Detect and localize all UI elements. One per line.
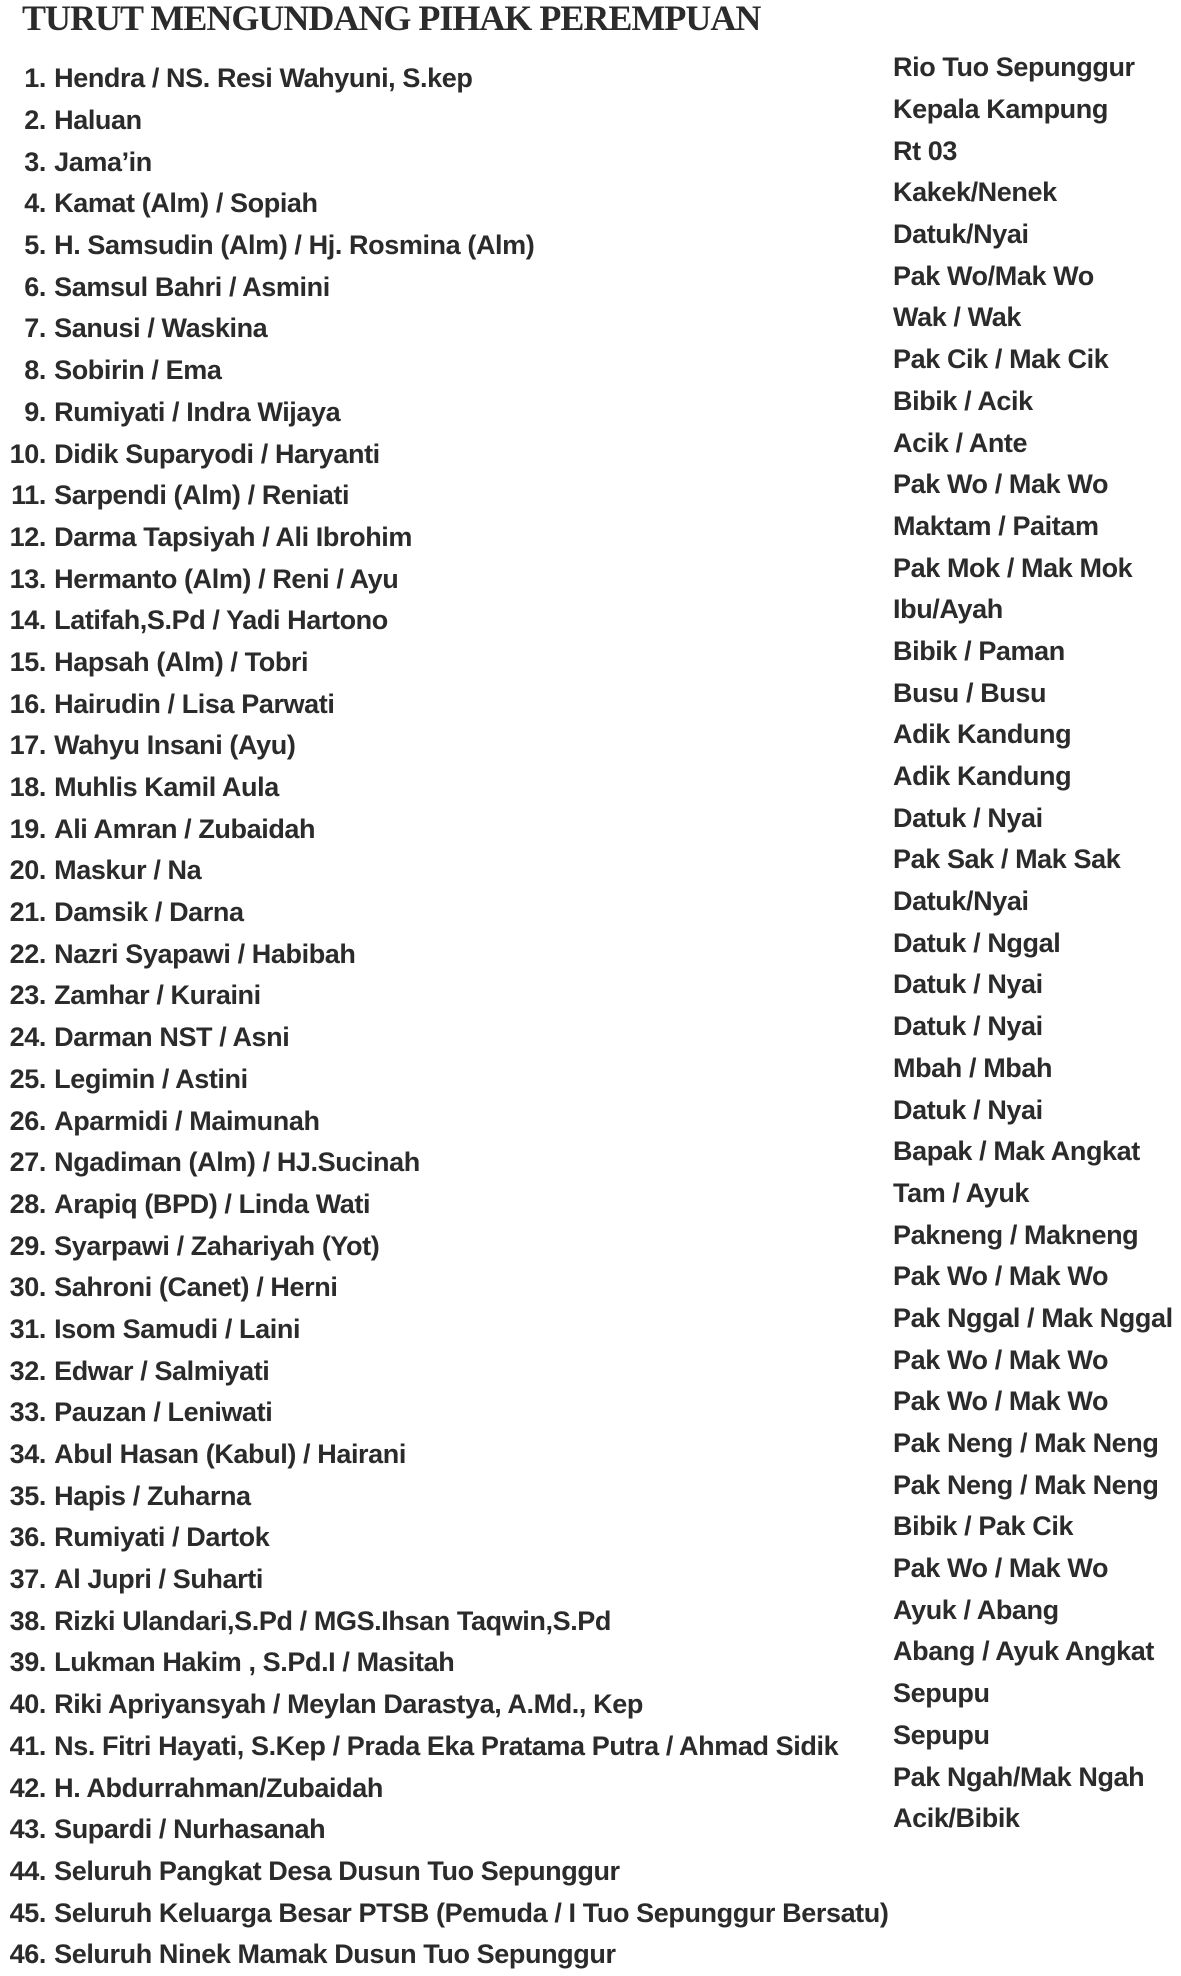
relation-label: Ibu/Ayah bbox=[893, 594, 1003, 625]
relation-label: Datuk / Nyai bbox=[893, 802, 1043, 833]
guest-row bbox=[0, 767, 890, 809]
guest-number: 18. bbox=[9, 772, 46, 803]
guest-number: 32. bbox=[9, 1355, 46, 1386]
guest-number: 14. bbox=[9, 605, 46, 636]
guest-name: Rizki Ulandari,S.Pd / MGS.Ihsan Taqwin,S.Pd bbox=[54, 1605, 612, 1636]
relation-label: Pak Ngah/Mak Ngah bbox=[893, 1761, 1145, 1792]
guest-row bbox=[0, 1726, 890, 1768]
guest-row bbox=[0, 808, 890, 850]
guest-number: 30. bbox=[9, 1272, 46, 1303]
relation-label: Datuk / Nyai bbox=[893, 1094, 1043, 1125]
guest-name: Seluruh Pangkat Desa Dusun Tuo Sepunggur bbox=[54, 1855, 620, 1886]
guest-number: 45. bbox=[9, 1897, 46, 1928]
relation-label: Bibik / Pak Cik bbox=[893, 1511, 1074, 1542]
guest-row bbox=[0, 1017, 890, 1059]
guest-number: 7. bbox=[24, 313, 46, 344]
guest-row bbox=[0, 1851, 890, 1893]
guest-name: Riki Apriyansyah / Meylan Darastya, A.Md., Kep bbox=[54, 1689, 643, 1720]
guest-name: Jama’in bbox=[54, 146, 152, 177]
guest-name: Hendra / NS. Resi Wahyuni, S.kep bbox=[54, 63, 473, 94]
relation-label: Pak Neng / Mak Neng bbox=[893, 1428, 1159, 1459]
relation-label: Bibik / Acik bbox=[893, 385, 1033, 416]
relation-label: Datuk/Nyai bbox=[893, 886, 1029, 917]
relation-label: Adik Kandung bbox=[893, 719, 1072, 750]
relation-label: Wak / Wak bbox=[893, 302, 1021, 333]
relation-label: Rio Tuo Sepunggur bbox=[893, 52, 1135, 83]
guest-number: 11. bbox=[11, 480, 46, 511]
relation-label: Pak Wo / Mak Wo bbox=[893, 1553, 1109, 1584]
guest-row bbox=[0, 600, 890, 642]
guest-number: 9. bbox=[24, 396, 46, 427]
guest-row bbox=[0, 1684, 890, 1726]
guest-name: Pauzan / Leniwati bbox=[54, 1397, 273, 1428]
guest-name: Sarpendi (Alm) / Reniati bbox=[54, 480, 350, 511]
guest-name: Ns. Fitri Hayati, S.Kep / Prada Eka Pratama Putra / Ahmad Sidik bbox=[54, 1730, 839, 1761]
guest-name: Samsul Bahri / Asmini bbox=[54, 271, 330, 302]
guest-number: 42. bbox=[9, 1772, 46, 1803]
guest-name: Lukman Hakim , S.Pd.I / Masitah bbox=[54, 1647, 455, 1678]
guest-name: Abul Hasan (Kabul) / Hairani bbox=[54, 1439, 406, 1470]
relation-label: Datuk/Nyai bbox=[893, 219, 1029, 250]
relation-label: Pak Wo / Mak Wo bbox=[893, 1261, 1109, 1292]
guest-name: Muhlis Kamil Aula bbox=[54, 772, 279, 803]
guest-row bbox=[0, 1559, 890, 1601]
guest-row bbox=[0, 1142, 890, 1184]
guest-number: 43. bbox=[9, 1814, 46, 1845]
relation-label: Maktam / Paitam bbox=[893, 510, 1099, 541]
guest-number: 31. bbox=[9, 1313, 46, 1344]
guest-number: 33. bbox=[9, 1397, 46, 1428]
guest-row bbox=[0, 1642, 890, 1684]
guest-name: Seluruh Ninek Mamak Dusun Tuo Sepunggur bbox=[54, 1939, 616, 1970]
guest-number: 15. bbox=[9, 646, 46, 677]
guest-row bbox=[0, 1267, 890, 1309]
guest-name: H. Samsudin (Alm) / Hj. Rosmina (Alm) bbox=[54, 230, 535, 261]
guest-number: 46. bbox=[9, 1939, 46, 1970]
guest-name: Darman NST / Asni bbox=[54, 1022, 290, 1053]
guest-row bbox=[0, 1934, 890, 1976]
relation-label: Sepupu bbox=[893, 1678, 990, 1709]
guest-number: 13. bbox=[9, 563, 46, 594]
guest-number: 19. bbox=[9, 813, 46, 844]
relation-label: Pak Cik / Mak Cik bbox=[893, 344, 1109, 375]
relation-label: Ayuk / Abang bbox=[893, 1594, 1059, 1625]
guest-row bbox=[0, 558, 890, 600]
guest-number: 38. bbox=[9, 1605, 46, 1636]
guest-name: Legimin / Astini bbox=[54, 1063, 248, 1094]
guest-row bbox=[0, 1184, 890, 1226]
guest-number: 1. bbox=[24, 63, 46, 94]
guest-number: 16. bbox=[9, 688, 46, 719]
guest-number: 17. bbox=[9, 730, 46, 761]
guest-name: Wahyu Insani (Ayu) bbox=[54, 730, 296, 761]
guest-name: Latifah,S.Pd / Yadi Hartono bbox=[54, 605, 388, 636]
page-title: TURUT MENGUNDANG PIHAK PEREMPUAN bbox=[22, 0, 761, 38]
guest-number: 29. bbox=[9, 1230, 46, 1261]
guest-name: Sahroni (Canet) / Herni bbox=[54, 1272, 338, 1303]
guest-row bbox=[0, 1100, 890, 1142]
guest-row bbox=[0, 1225, 890, 1267]
guest-number: 44. bbox=[9, 1855, 46, 1886]
guest-number: 27. bbox=[9, 1147, 46, 1178]
guest-row bbox=[0, 1600, 890, 1642]
guest-name: Haluan bbox=[54, 105, 142, 136]
guest-name: Zamhar / Kuraini bbox=[54, 980, 261, 1011]
relation-label: Abang / Ayuk Angkat bbox=[893, 1636, 1154, 1667]
guest-number: 12. bbox=[9, 521, 46, 552]
guest-number: 20. bbox=[9, 855, 46, 886]
relation-label: Acik / Ante bbox=[893, 427, 1028, 458]
guest-row bbox=[0, 975, 890, 1017]
guest-row bbox=[0, 1392, 890, 1434]
relation-label: Busu / Busu bbox=[893, 677, 1047, 708]
guest-name: Didik Suparyodi / Haryanti bbox=[54, 438, 380, 469]
guest-row bbox=[0, 266, 890, 308]
guest-name: Hermanto (Alm) / Reni / Ayu bbox=[54, 563, 399, 594]
guest-number: 39. bbox=[9, 1647, 46, 1678]
guest-row bbox=[0, 58, 890, 100]
relation-label: Datuk / Nyai bbox=[893, 969, 1043, 1000]
guest-row bbox=[0, 350, 890, 392]
guest-name: Sobirin / Ema bbox=[54, 355, 222, 386]
guest-row bbox=[0, 1059, 890, 1101]
relation-list bbox=[893, 47, 1181, 1840]
guest-row bbox=[0, 683, 890, 725]
guest-name: Hapsah (Alm) / Tobri bbox=[54, 646, 309, 677]
guest-name: Supardi / Nurhasanah bbox=[54, 1814, 326, 1845]
guest-number: 28. bbox=[9, 1188, 46, 1219]
guest-number: 22. bbox=[9, 938, 46, 969]
guest-row bbox=[0, 642, 890, 684]
guest-name: Sanusi / Waskina bbox=[54, 313, 268, 344]
relation-label: Datuk / Nyai bbox=[893, 1011, 1043, 1042]
relation-label: Pak Wo / Mak Wo bbox=[893, 469, 1109, 500]
guest-row bbox=[0, 517, 890, 559]
relation-label: Pak Sak / Mak Sak bbox=[893, 844, 1121, 875]
guest-row bbox=[0, 1809, 890, 1851]
guest-row bbox=[0, 1350, 890, 1392]
guest-row bbox=[0, 1517, 890, 1559]
guest-name: Hapis / Zuharna bbox=[54, 1480, 251, 1511]
relation-label: Pak Neng / Mak Neng bbox=[893, 1469, 1159, 1500]
relation-label: Kakek/Nenek bbox=[893, 177, 1057, 208]
guest-row bbox=[0, 933, 890, 975]
guest-name: Seluruh Keluarga Besar PTSB (Pemuda / I Tuo Sepunggur Bersatu) bbox=[54, 1897, 889, 1928]
guest-row bbox=[0, 1767, 890, 1809]
guest-name: Kamat (Alm) / Sopiah bbox=[54, 188, 318, 219]
guest-number: 8. bbox=[24, 355, 46, 386]
guest-row bbox=[0, 475, 890, 517]
relation-label: Pak Wo / Mak Wo bbox=[893, 1344, 1109, 1375]
guest-name: Ali Amran / Zubaidah bbox=[54, 813, 316, 844]
guest-row bbox=[0, 141, 890, 183]
guest-row bbox=[0, 1892, 890, 1934]
guest-number: 2. bbox=[24, 105, 46, 136]
guest-name: H. Abdurrahman/Zubaidah bbox=[54, 1772, 383, 1803]
guest-name: Nazri Syapawi / Habibah bbox=[54, 938, 356, 969]
guest-list bbox=[0, 58, 890, 1976]
guest-name: Al Jupri / Suharti bbox=[54, 1564, 263, 1595]
guest-row bbox=[0, 1309, 890, 1351]
guest-name: Isom Samudi / Laini bbox=[54, 1313, 301, 1344]
relation-label: Mbah / Mbah bbox=[893, 1052, 1053, 1083]
relation-label: Kepala Kampung bbox=[893, 94, 1108, 125]
relation-label: Pak Wo/Mak Wo bbox=[893, 260, 1094, 291]
guest-name: Edwar / Salmiyati bbox=[54, 1355, 270, 1386]
guest-row bbox=[0, 725, 890, 767]
guest-number: 23. bbox=[9, 980, 46, 1011]
guest-name: Maskur / Na bbox=[54, 855, 202, 886]
relation-label: Pakneng / Makneng bbox=[893, 1219, 1139, 1250]
guest-number: 26. bbox=[9, 1105, 46, 1136]
relation-label: Acik/Bibik bbox=[893, 1803, 1020, 1834]
relation-label: Pak Mok / Mak Mok bbox=[893, 552, 1133, 583]
guest-row bbox=[0, 892, 890, 934]
guest-number: 24. bbox=[9, 1022, 46, 1053]
guest-number: 25. bbox=[9, 1063, 46, 1094]
guest-name: Ngadiman (Alm) / HJ.Sucinah bbox=[54, 1147, 420, 1178]
relation-label: Bibik / Paman bbox=[893, 635, 1065, 666]
relation-label: Rt 03 bbox=[893, 135, 958, 166]
guest-row bbox=[0, 100, 890, 142]
guest-number: 21. bbox=[9, 897, 46, 928]
guest-number: 34. bbox=[9, 1439, 46, 1470]
relation-label: Adik Kandung bbox=[893, 761, 1072, 792]
relation-label: Tam / Ayuk bbox=[893, 1177, 1030, 1208]
guest-row bbox=[0, 392, 890, 434]
guest-name: Aparmidi / Maimunah bbox=[54, 1105, 320, 1136]
guest-number: 37. bbox=[9, 1564, 46, 1595]
guest-row bbox=[0, 183, 890, 225]
guest-row bbox=[0, 850, 890, 892]
guest-number: 40. bbox=[9, 1689, 46, 1720]
guest-name: Rumiyati / Dartok bbox=[54, 1522, 270, 1553]
relation-label: Bapak / Mak Angkat bbox=[893, 1136, 1140, 1167]
guest-row bbox=[0, 225, 890, 267]
guest-name: Darma Tapsiyah / Ali Ibrohim bbox=[54, 521, 412, 552]
guest-number: 4. bbox=[24, 188, 46, 219]
guest-name: Damsik / Darna bbox=[54, 897, 244, 928]
guest-number: 41. bbox=[9, 1730, 46, 1761]
guest-number: 5. bbox=[24, 230, 46, 261]
guest-number: 36. bbox=[9, 1522, 46, 1553]
relation-label: Pak Nggal / Mak Nggal bbox=[893, 1302, 1173, 1333]
guest-number: 3. bbox=[24, 146, 46, 177]
guest-number: 35. bbox=[9, 1480, 46, 1511]
guest-name: Arapiq (BPD) / Linda Wati bbox=[54, 1188, 371, 1219]
guest-name: Hairudin / Lisa Parwati bbox=[54, 688, 335, 719]
relation-label: Datuk / Nggal bbox=[893, 927, 1061, 958]
guest-name: Rumiyati / Indra Wijaya bbox=[54, 396, 341, 427]
relation-label: Sepupu bbox=[893, 1719, 990, 1750]
guest-name: Syarpawi / Zahariyah (Yot) bbox=[54, 1230, 380, 1261]
relation-label: Pak Wo / Mak Wo bbox=[893, 1386, 1109, 1417]
guest-row bbox=[0, 308, 890, 350]
guest-row bbox=[0, 1475, 890, 1517]
guest-number: 10. bbox=[9, 438, 46, 469]
guest-row bbox=[0, 433, 890, 475]
guest-number: 6. bbox=[24, 271, 46, 302]
guest-row bbox=[0, 1434, 890, 1476]
